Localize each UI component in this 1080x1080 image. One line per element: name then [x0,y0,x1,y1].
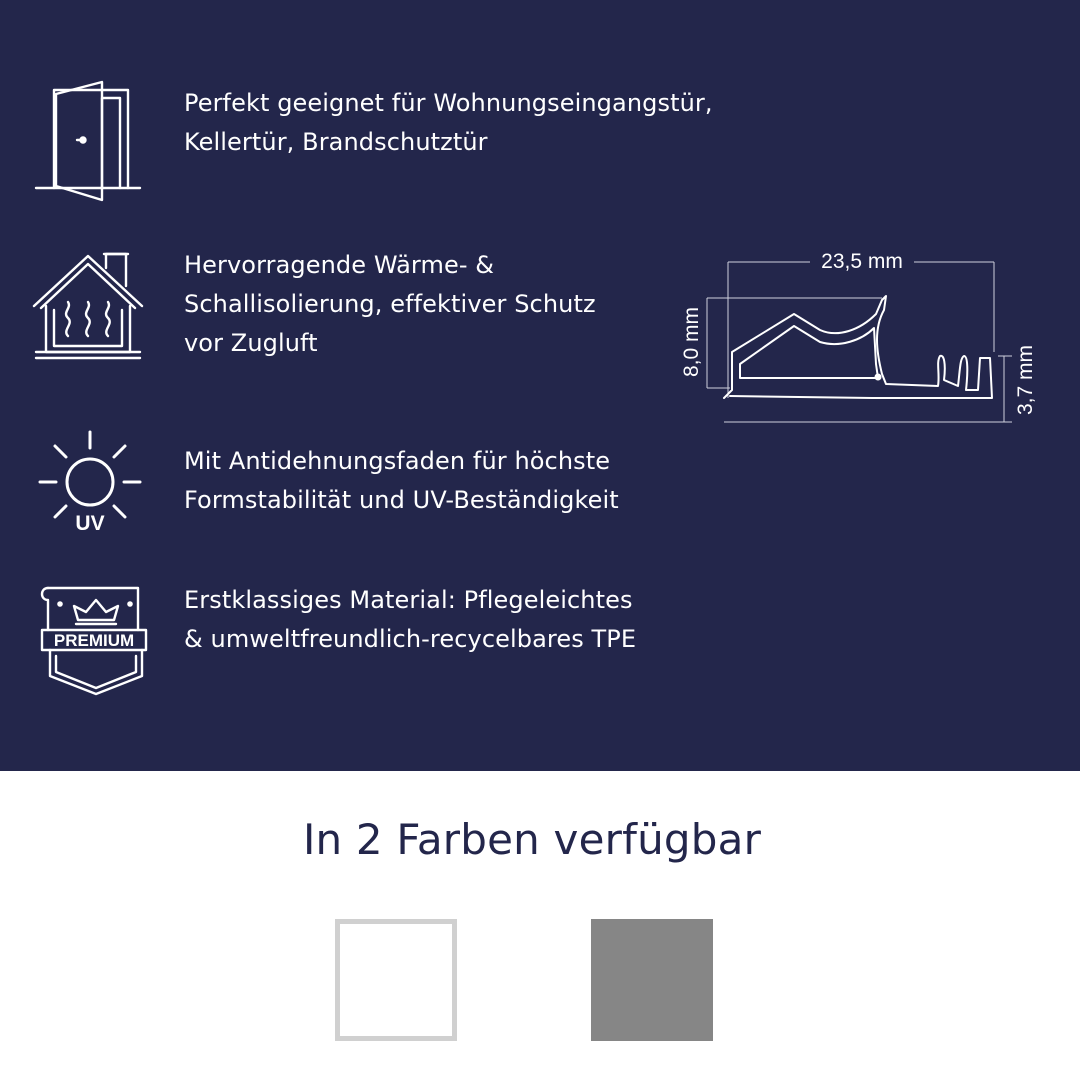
feature-door-text [184,84,784,162]
color-swatch-grey [591,919,713,1041]
feature-line: Kellertür, Brandschutztür [184,128,488,156]
feature-line: Perfekt geeignet für Wohnungseingangstür, [184,89,713,117]
lip-height-dimension-label: 3,7 mm [1014,344,1037,416]
feature-line: Mit Antidehnungsfaden für höchste [184,447,611,475]
width-dimension-label: 23,5 mm [821,250,903,273]
color-swatch-white [335,919,457,1041]
house-heat-icon [30,250,150,380]
premium-label: PREMIUM [53,631,135,650]
feature-line: Schallisolierung, effektiver Schutz [184,290,596,318]
feature-line: vor Zugluft [184,329,318,357]
feature-line: Hervorragende Wärme- & [184,251,495,279]
colors-title: In 2 Farben verfügbar [302,815,762,864]
sun-uv-icon [30,426,150,556]
feature-line: Formstabilität und UV-Beständigkeit [184,486,619,514]
door-icon [30,78,150,208]
uv-label: UV [75,512,105,535]
feature-material-text [184,581,784,659]
feature-line: & umweltfreundlich-recycelbares TPE [184,625,637,653]
height-dimension-label: 8,0 mm [680,306,703,378]
feature-line: Erstklassiges Material: Pflegeleichtes [184,586,633,614]
premium-badge-icon [30,582,150,712]
feature-uv-text [184,442,784,520]
seal-profile-diagram [670,240,1050,430]
